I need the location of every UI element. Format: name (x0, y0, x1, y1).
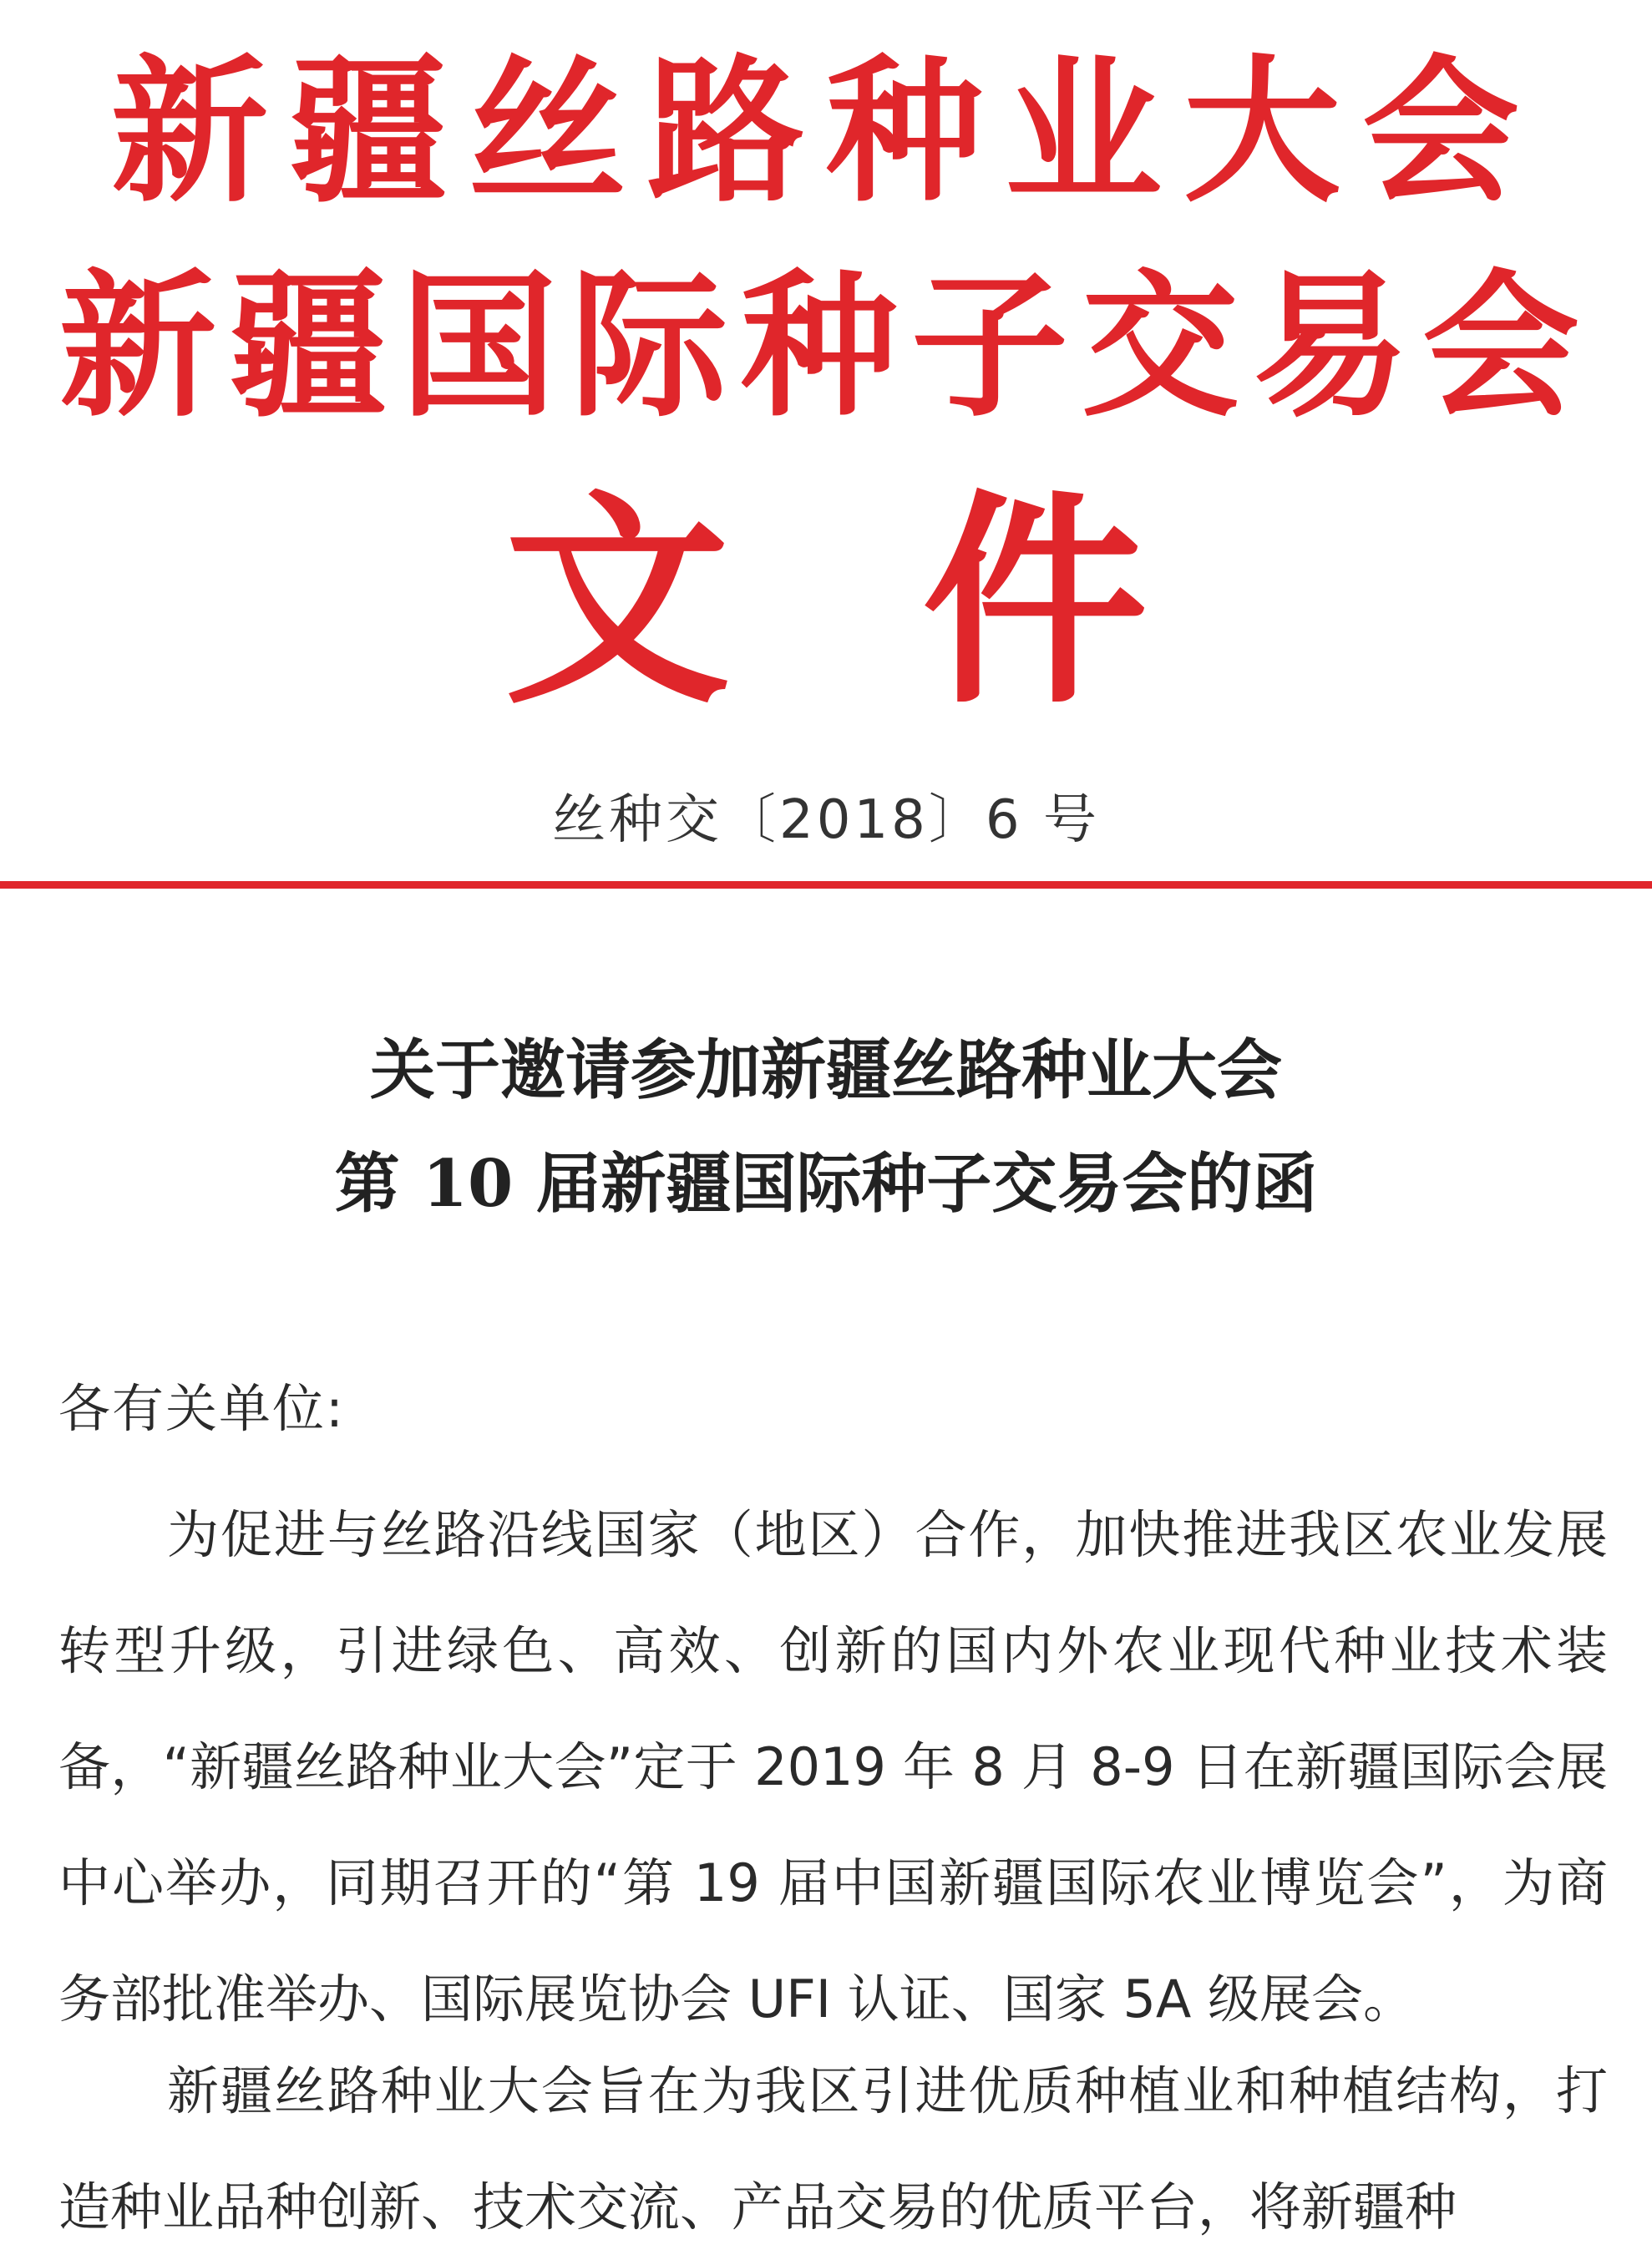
red-divider-line (0, 881, 1652, 889)
masthead-line-2: 新疆国际种子交易会 (59, 254, 1593, 438)
document-title-line-2: 第 10 届新疆国际种子交易会的函 (334, 1146, 1318, 1222)
masthead-word-1: 文 (504, 469, 730, 734)
document-number: 丝种交〔2018〕6 号 (552, 789, 1100, 851)
masthead-line-1: 新疆丝路种业大会 (111, 39, 1541, 224)
masthead-document-label (0, 469, 1652, 734)
document-title-line-1: 关于邀请参加新疆丝路种业大会 (369, 1032, 1282, 1108)
body-paragraph-1: 为促进与丝路沿线国家（地区）合作，加快推进我区农业发展转型升级，引进绿色、高效、创新的国内外农业现代种业技术装备，“新疆丝路种业大会”定于 2019 年 8 月 8-9 日在新疆国际会展中心举办，同期召开的“第 19 届中国新疆国际农业博览会”，为商务部批准举办、国际展览协会 UFI 认证、国家 5A 级展会。 (58, 1504, 1608, 2029)
masthead-word-2: 件 (922, 469, 1148, 734)
body-paragraph-2: 新疆丝路种业大会旨在为我区引进优质种植业和种植结构，打造种业品种创新、技术交流、产品交易的优质平台，将新疆种 (58, 2060, 1608, 2237)
salutation: 各有关单位: (58, 1378, 345, 1439)
